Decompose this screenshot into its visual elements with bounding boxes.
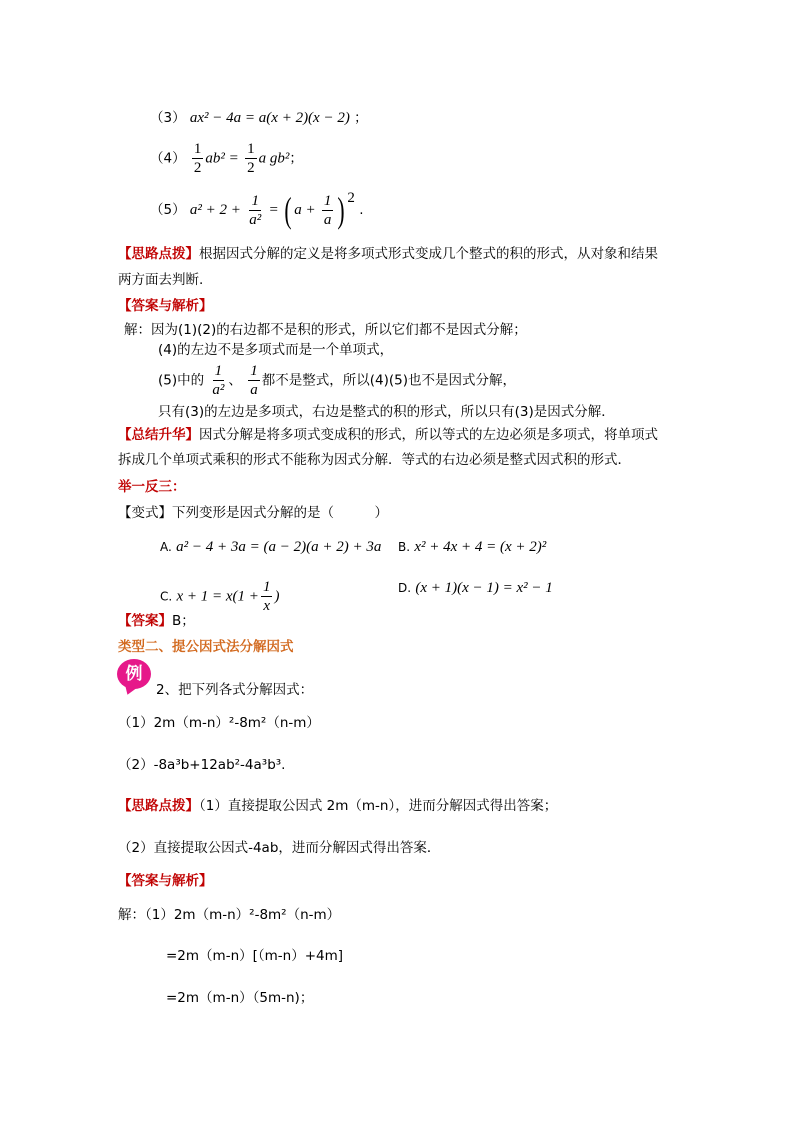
think-tip-1: 【思路点拨】根据因式分解的定义是将多项式形式变成几个整式的积的形式，从对象和结果 [118,246,658,262]
summary-line2: 拆成几个单项式乘积的形式不能称为因式分解．等式的右边必须是整式因式积的形式． [118,452,631,468]
option-c: C. x + 1 = x(1 + $\frac{1}{x}$ ) [160,579,280,614]
item-5: （5） a² + 2 + $\frac{1}{\text{a²}}$ = ( a + $\frac{1}{a}$ ) $^2$ . [150,190,364,230]
answer-2-step3: =2m（m-n）（5m-n)； [166,990,314,1006]
option-a: A. a² − 4 + 3a = (a − 2)(a + 2) + 3a [160,539,382,555]
example-badge-icon: 例 [117,659,151,689]
item-4: （4） $\frac{1}{2}$ ab² = $\frac{1}{2}$ a gb²； [150,141,303,176]
answer-heading-1: 【答案与解析】 [118,298,213,314]
fraction-half: $\frac{1}{2}$ [193,141,202,176]
answer-heading-2: 【答案与解析】 [118,873,213,889]
think-tip-2-line2: （2）直接提取公因式-4ab，进而分解因式得出答案． [118,840,441,856]
fraction-one-over-x: $\frac{1}{x}$ [262,579,271,614]
variant-question: 【变式】下列变形是因式分解的是（ ） [118,505,388,521]
item-3-expression: ax² − 4a = a(x + 2)(x − 2) [189,110,350,126]
answer-1-line4: 只有(3)的左边是多项式，右边是整式的积的形式，所以只有(3)是因式分解． [158,404,615,420]
type-2-heading: 类型二、提公因式法分解因式 [118,639,294,655]
option-d: D. (x + 1)(x − 1) = x² − 1 [398,580,553,596]
right-paren-icon: ) [337,190,346,230]
summary: 【总结升华】因式分解是将多项式变成积的形式，所以等式的左边必须是多项式，将单项式 [118,427,658,443]
answer-1-line2: (4)的左边不是多项式而是一个单项式， [158,342,394,358]
fraction-one-over-a-squared: $\frac{1}{\text{a²}}$ [249,192,262,228]
example-part-1: （1）2m（m-n）²-8m²（n-m） [118,715,320,731]
answer-1-line3: (5)中的 $\frac{1}{\text{a²}}$ 、 $\frac{1}{a}$ 都不是整式，所以(4)(5)也不是因式分解， [158,363,516,398]
fraction-half-2: $\frac{1}{2}$ [247,141,255,176]
juyi-heading: 举一反三： [118,479,186,495]
variant-answer: 【答案】B； [118,613,195,629]
fraction-one-over-a: $\frac{1}{a}$ [323,192,332,228]
answer-2-step2: =2m（m-n）[（m-n）+4m] [166,948,344,964]
fraction-one-over-a-squared-2: $\frac{1}{\text{a²}}$ [212,363,225,398]
example-question: 2、把下列各式分解因式： [156,682,314,698]
answer-2-step1: 解：（1）2m（m-n）²-8m²（n-m） [118,907,341,923]
item-3: （3） ax² − 4a = a(x + 2)(x − 2) ； [150,110,368,126]
fraction-one-over-a-2: $\frac{1}{a}$ [250,363,258,398]
example-part-2: （2）-8a³b+12ab²-4a³b³. [118,757,286,773]
option-b: B. x² + 4x + 4 = (x + 2)² [398,539,547,555]
think-tip-1-line2: 两方面去判断. [118,272,204,288]
answer-1-line1: 解：因为(1)(2)的右边都不是积的形式，所以它们都不是因式分解； [124,322,527,338]
think-tip-2: 【思路点拨】（1）直接提取公因式 2m（m-n），进而分解因式得出答案； [118,798,558,814]
left-paren-icon: ( [284,190,292,230]
